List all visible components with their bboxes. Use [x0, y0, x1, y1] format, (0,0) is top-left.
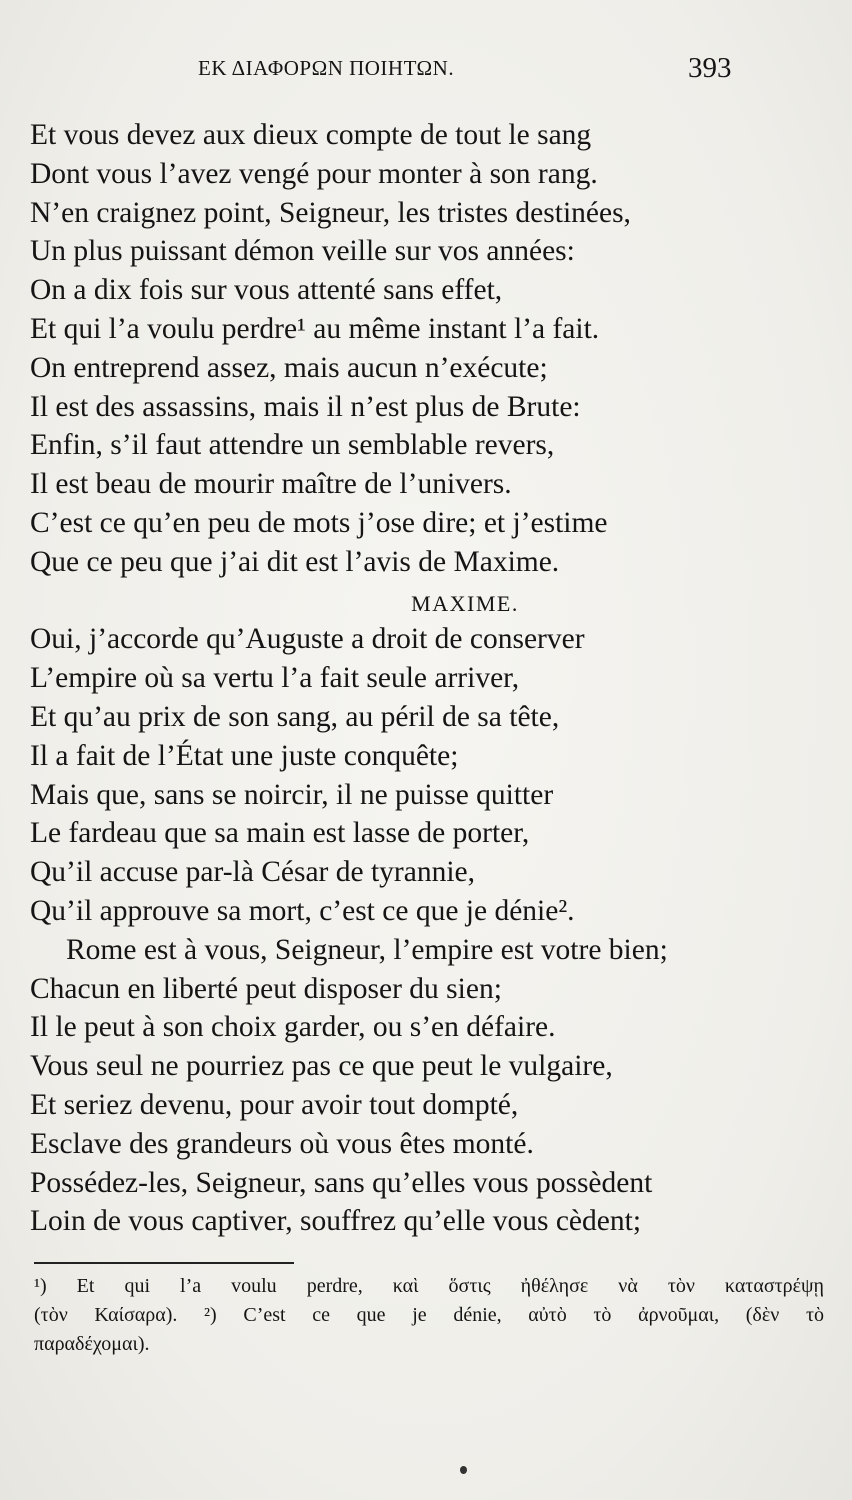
- verse-line: Le fardeau que sa main est lasse de porter,: [30, 817, 530, 850]
- verse-line: Possédez-les, Seigneur, sans qu’elles vous possèdent: [30, 1166, 653, 1199]
- verse-line: Qu’il approuve sa mort, c’est ce que je dénie².: [30, 894, 575, 927]
- verse-line: N’en craignez point, Seigneur, les tristes destinées,: [30, 196, 631, 229]
- footnote-line: (τὸν Καίσαρα). ²) C’est ce que je dénie, αὐτὸ τὸ ἀρνοῦμαι, (δὲν τὸ: [34, 1304, 824, 1326]
- verse-line: Et vous devez aux dieux compte de tout le sang: [30, 119, 592, 151]
- running-title: ΕΚ ΔΙΑΦΟΡΩΝ ΠΟΙΗΤΩΝ.: [198, 56, 455, 80]
- verse-line: Enfin, s’il faut attendre un semblable revers,: [30, 429, 555, 462]
- verse-line: Il est des assassins, mais il n’est plus de Brute:: [30, 390, 581, 423]
- verse-line: C’est ce qu’en peu de mots j’ose dire; et j’estime: [30, 506, 608, 539]
- verse-line: Esclave des grandeurs où vous êtes monté.: [30, 1127, 534, 1160]
- verse-line: L’empire où sa vertu l’a fait seule arriver,: [30, 662, 520, 695]
- verse-line: Dont vous l’avez vengé pour monter à son rang.: [30, 157, 598, 190]
- verse-text: [30, 116, 830, 1241]
- footnotes: [34, 1272, 824, 1359]
- verse-line: Il a fait de l’État une juste conquête;: [30, 739, 459, 772]
- verse-line: Vous seul ne pourriez pas ce que peut le vulgaire,: [30, 1050, 613, 1083]
- page-number: 393: [688, 52, 732, 84]
- verse-line: Il est beau de mourir maître de l’univers.: [30, 468, 512, 501]
- verse-line: On entreprend assez, mais aucun n’exécute;: [30, 351, 548, 384]
- verse-line: On a dix fois sur vous attenté sans effet,: [30, 274, 503, 307]
- verse-line: Que ce peu que j’ai dit est l’avis de Maxime.: [30, 545, 560, 578]
- ink-dot: [460, 1466, 467, 1474]
- footnote-divider: [34, 1262, 294, 1264]
- verse-line: Loin de vous captiver, souffrez qu’elle vous cèdent;: [30, 1205, 642, 1238]
- verse-line: Et qui l’a voulu perdre¹ au même instant l’a fait.: [30, 312, 600, 345]
- verse-line: Et qu’au prix de son sang, au péril de sa tête,: [30, 700, 560, 733]
- verse-line: Chacun en liberté peut disposer du sien;: [30, 972, 502, 1005]
- page-header: [0, 52, 852, 96]
- verse-line: Qu’il accuse par-là César de tyrannie,: [30, 856, 475, 889]
- footnote-line: παραδέχομαι).: [34, 1333, 150, 1355]
- verse-line: Il le peut à son choix garder, ou s’en défaire.: [30, 1011, 556, 1044]
- verse-line: Un plus puissant démon veille sur vos années:: [30, 235, 575, 268]
- verse-line-indented: Rome est à vous, Seigneur, l’empire est votre bien;: [66, 933, 668, 966]
- verse-line: Et seriez devenu, pour avoir tout dompté,: [30, 1088, 519, 1121]
- verse-line: Mais que, sans se noircir, il ne puisse quitter: [30, 778, 554, 811]
- speaker-name: MAXIME.: [411, 590, 519, 616]
- verse-line: Oui, j’accorde qu’Auguste a droit de conserver: [30, 623, 585, 656]
- footnote-line: ¹) Et qui l’a voulu perdre, καὶ ὅστις ἠθέλησε νὰ τὸν καταστρέψῃ: [34, 1275, 824, 1297]
